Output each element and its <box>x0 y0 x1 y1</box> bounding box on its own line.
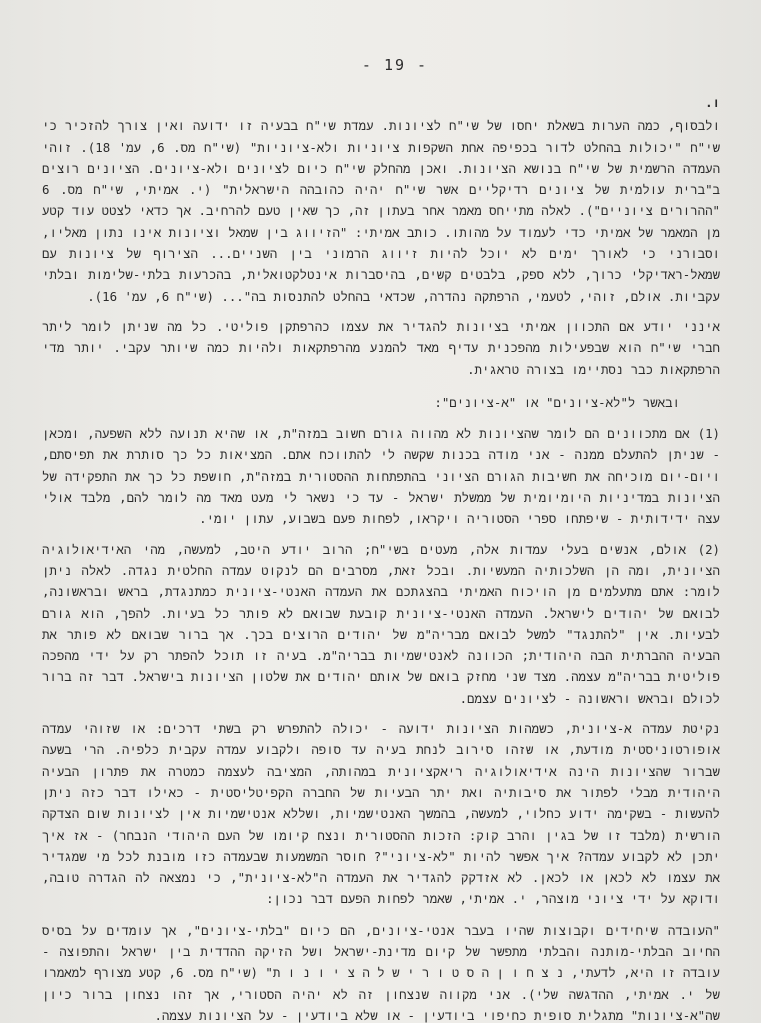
subheading: ובאשר ל"לא-ציונים" או "א-ציונים": <box>434 394 680 410</box>
numbered-point-1: (1) אם מתכוונים הם לומר שהציונות לא מהווה גורם חשוב במזה"ת, או שהיא תנועה ללא השפעה, ומכאן - שניתן להתעלם ממנה - אני מודה בכנות שקשה לי להתווכח אתם. המציאות כל כך סותרת את תפיסתם, ויום-יום מוכיחה את חשיבות הגורם הציוני בהתפתחות ההסטורית במזה"ת, חושפת כל כך את התפקידה של הציונות במדיניות היומיומית של ממשלת ישראל - עד כי נשאר לי מעט מאד מה לומר להם, מלבד אולי עצה ידידותית - שיפתחו ספרי הסטוריה ויקראו, לפחות פעם בשבוע, עתון יומי. <box>42 426 720 527</box>
quote-paragraph: "העובדה שיחידים וקבוצות שהיו בעבר אנטי-ציונים, הם כיום "בלתי-ציונים", אך עומדים על בסיס החיוב הבלתי-מותנה והבלתי מתפשר של קיום מדינת-ישראל ושל הזיקה ההדדית בין ישראל והתפוצה - עובדה זו היא, לדעתי, נ צ ח ו ן ה ס ט ו ר י ש ל ה צ י ו נ ו ת" (שי"ח מס. 6, קטע מצורף למאמרו של י. אמיתי, ההדגשה שלי). אני מקווה שנצחון זה לא יהיה הסטורי, אך זהו נצחון ברור כיון שה"א-ציונות" מתגלית סופית כחיפוי ביודעין - או שלא ביודעין - על הציונות עצמה. <box>42 922 720 1023</box>
section-letter: ו. <box>705 95 720 110</box>
body-text <box>42 92 720 1023</box>
numbered-point-2: (2) אולם, אנשים בעלי עמדות אלה, מעטים בשי"ח; הרוב יודע היטב, למעשה, מהי האידיאולוגיה הציונית, ומה הן השלכותיה המעשיות. ובכל זאת, מסרבים הם לנקוט עמדה החלטית נגדה. לאלה ניתן לומר: אתם מתעלמים מן הויכוח האמיתי בהצגתכם את העמדה האנטי-ציונית כמתנגדת, בראש ובראשונה, לבואם של יהודים לישראל. העמדה האנטי-ציונית קובעת שבואם לא פותר כל בעיות. להפך, הוא גורם לבעיות. אין "להתנגד" למשל לבואם מבריה"מ של יהודים הרוצים בכך. אך ברור שבואם לא פותר את הבעיה ההברתית הבה היהודית; הכוונה לאנטישמיות בבריה"מ. בעיה זו תוכל להפתר רק על ידי מהפכה פוליטית בבריה"מ עצמה. מצד שני מחזק בואם של אותם יהודים את שלטון הציונות בישראל. דבר זה ברור לכולם ובראש וראשונה - לציונים עצמם. <box>42 541 720 706</box>
page-number: - 19 - <box>361 56 429 74</box>
closing-paragraph: נקיטת עמדה א-ציונית, כשמהות הציונות ידועה - יכולה להתפרש רק בשתי דרכים: או שזוהי עמדה אופורטוניסטית מודעת, או שזהו סירוב לנחת בעיה עד סופה ולקבוע עמדה עקבית כלפיה. הרי בשעה שברור שהציונות הינה אידיאולוגיה ריאקציונית במהותה, המציבה לעצמה כמטרה את פתרון הבעיה היהודית מבלי לפתור את סיבותיה ואת יתר הבעיות של החברה הקפיטליסטית - כאילו דבר כזה ניתן להעשות - בשקימה ידוע כחלוי, למעשה, בהמשך האנטישמיות, ושללא אנטישמיות אין לציונות שום הצדקה הורשית (מלבד זו של בגין והרב קוק: הזכות ההסטורית ונצח קיומו של העם היהודי הנבחר) - אז איך יתכן לא לקבוע עמדה? איך אפשר להיות "לא-ציוני"? חוסר המשמעות שבעמדה כזו מובנת לכל מי שמגדיר את עצמו לא לכאן או לכאן. לא אזדקק להגדיר את העמדה ה"לא-ציונית", כי נמצאה לה הגדרה טובה, ודוקא על ידי ציוני מוצהר, י. אמיתי, שאמר לפחות הפעם דבר נכון: <box>42 721 720 907</box>
paragraph-1: ולבסוף, כמה הערות בשאלת יחסו של שי"ח לציונות. עמדת שי"ח בבעיה זו ידועה ואין צורך להזכיר כי שי"ח "יכולות בהחלט לדור בכפיפה אחת השקפות ציוניות ולא-ציוניות" (שי"ח מס. 6, עמ' 18). זוהי העמדה הרשמית של שי"ח בנושא הציונות. ואכן מהחלק שי"ח כיום לציונים ולא-ציונים. הציונים רוצים ב"ברית עולמית של ציונים רדיקליים אשר שי"ח יהיה כהובהה הישראלית" (י. אמיתי, שי"ח מס. 6 "ההרורים ציוניים"). לאלה מתייחס מאמר אחר בעתון זה, כך שאין טעם להרחיב. אך כדאי לצטט עוד קטע מן המאמר של אמיתי כדי לעמוד על מהותו. כותב אמיתי: "הזיווג בין שמאל וציונות אינו נתון מאליו, וסבורני כי לאורך ימים לא יוכל להיות זיווג הרמוני בין השניים... הצירוף של ציונות עם שמאל-ראדיקלי כרוך, ללא ספק, בלבטים קשים, בהיסברות אינטלקטואלית, בהכרעות בלתי-שלימות ובלתי עקביות. אולם, זוהי, לטעמי, הרפתקה נהדרה, שכדאי בהחלט להתנסות בה"... (שי"ח 6, עמ' 16). <box>42 118 720 304</box>
paragraph-2: אינני יודע אם התכוון אמיתי בציונות להגדיר את עצמו כהרפתקן פוליטי. כל מה שניתן לומר ליתר חברי שי"ח הוא שבפעילות מהפכנית עדיף מאד להמנע מהרפתקאות ולהיות כמה שיותר עקבי. יותר מדי הרפתקאות כבר נסתיימו בצורה טראגית. <box>42 318 720 377</box>
